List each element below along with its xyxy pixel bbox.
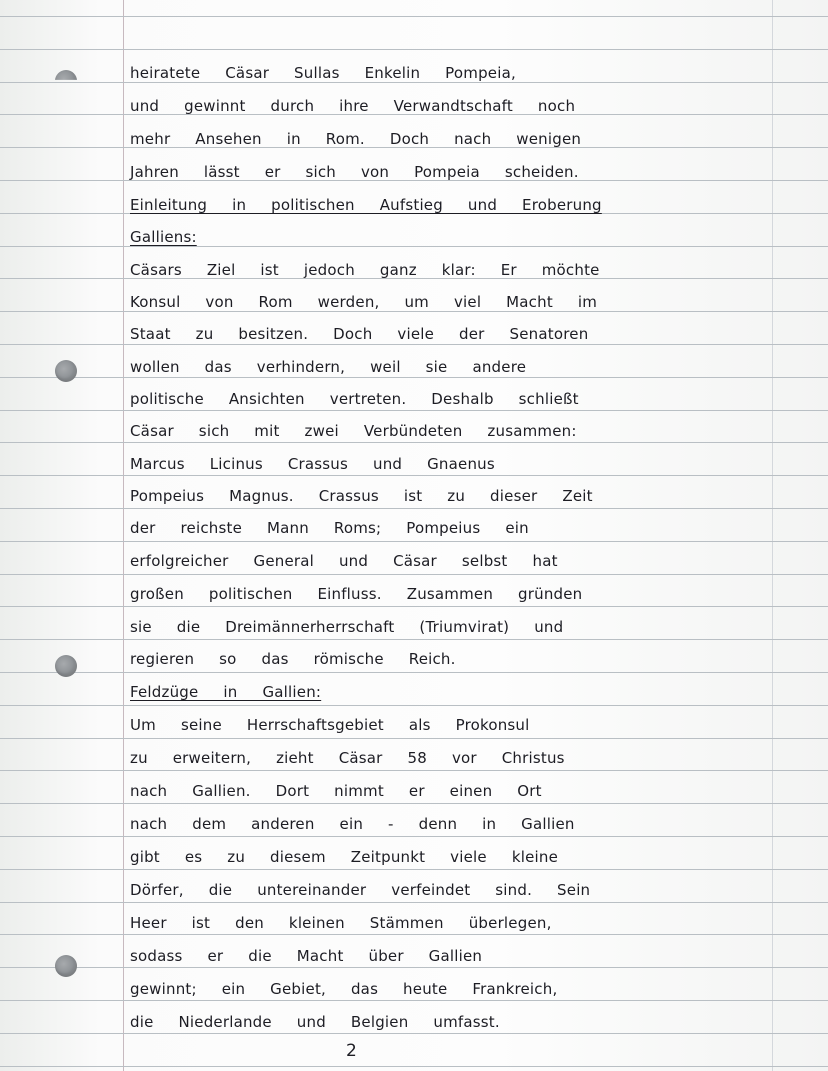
- right-margin-line: [772, 0, 773, 1071]
- text-line: Dörfer, die untereinander verfeindet sind. Sein: [130, 881, 591, 899]
- ruled-line: [0, 705, 828, 706]
- text-line: heiratete Cäsar Sullas Enkelin Pompeia,: [130, 64, 516, 82]
- ruled-line: [0, 902, 828, 903]
- text-line: der reichste Mann Roms; Pompeius ein: [130, 519, 529, 537]
- ruled-line: [0, 967, 828, 968]
- text-line: Cäsars Ziel ist jedoch ganz klar: Er möchte: [130, 261, 600, 279]
- punch-hole-icon: [55, 655, 77, 677]
- page-number: 2: [346, 1041, 357, 1061]
- text-line: zu erweitern, zieht Cäsar 58 vor Christus: [130, 749, 565, 767]
- ruled-line: [0, 246, 828, 247]
- text-line: und gewinnt durch ihre Verwandtschaft noch: [130, 97, 576, 115]
- punch-hole-icon: [55, 955, 77, 977]
- text-line: Marcus Licinus Crassus und Gnaenus: [130, 455, 495, 473]
- text-line: regieren so das römische Reich.: [130, 650, 456, 668]
- text-line: erfolgreicher General und Cäsar selbst hat: [130, 552, 558, 570]
- text-line: die Niederlande und Belgien umfasst.: [130, 1013, 500, 1031]
- text-line: sie die Dreimännerherrschaft (Triumvirat) und: [130, 618, 564, 636]
- ruled-line: [0, 803, 828, 804]
- ruled-line: [0, 934, 828, 935]
- margin-line: [123, 0, 124, 1071]
- punch-hole-icon: [55, 360, 77, 382]
- text-line: Cäsar sich mit zwei Verbündeten zusammen:: [130, 422, 577, 440]
- ruled-line: [0, 344, 828, 345]
- section-heading: Einleitung in politischen Aufstieg und Eroberung: [130, 196, 602, 214]
- ruled-line: [0, 1000, 828, 1001]
- text-line: nach Gallien. Dort nimmt er einen Ort: [130, 782, 542, 800]
- ruled-line: [0, 475, 828, 476]
- text-line: Um seine Herrschaftsgebiet als Prokonsul: [130, 716, 530, 734]
- ruled-line: [0, 574, 828, 575]
- ruled-line: [0, 82, 828, 83]
- ruled-line: [0, 639, 828, 640]
- ruled-line: [0, 770, 828, 771]
- ruled-line: [0, 836, 828, 837]
- ruled-line: [0, 311, 828, 312]
- text-line: Staat zu besitzen. Doch viele der Senatoren: [130, 325, 589, 343]
- ruled-line: [0, 1033, 828, 1034]
- text-line: wollen das verhindern, weil sie andere: [130, 358, 527, 376]
- text-line: Jahren lässt er sich von Pompeia scheiden.: [130, 163, 579, 181]
- section-heading: Galliens:: [130, 228, 197, 246]
- ruled-line: [0, 16, 828, 17]
- ruled-line: [0, 869, 828, 870]
- ruled-line: [0, 442, 828, 443]
- text-line: sodass er die Macht über Gallien: [130, 947, 483, 965]
- text-line: großen politischen Einfluss. Zusammen gründen: [130, 585, 583, 603]
- ruled-line: [0, 738, 828, 739]
- text-line: gibt es zu diesem Zeitpunkt viele kleine: [130, 848, 559, 866]
- punch-hole-icon: [55, 70, 77, 92]
- section-heading: Feldzüge in Gallien:: [130, 683, 322, 701]
- text-line: gewinnt; ein Gebiet, das heute Frankreich,: [130, 980, 558, 998]
- ruled-line: [0, 377, 828, 378]
- ruled-line: [0, 541, 828, 542]
- text-line: nach dem anderen ein - denn in Gallien: [130, 815, 575, 833]
- ruled-line: [0, 1066, 828, 1067]
- text-line: politische Ansichten vertreten. Deshalb schließt: [130, 390, 579, 408]
- ruled-line: [0, 410, 828, 411]
- ruled-line: [0, 606, 828, 607]
- text-line: mehr Ansehen in Rom. Doch nach wenigen: [130, 130, 582, 148]
- ruled-line: [0, 49, 828, 50]
- text-line: Pompeius Magnus. Crassus ist zu dieser Zeit: [130, 487, 593, 505]
- text-line: Konsul von Rom werden, um viel Macht im: [130, 293, 598, 311]
- text-line: Heer ist den kleinen Stämmen überlegen,: [130, 914, 552, 932]
- ruled-line: [0, 672, 828, 673]
- ruled-line: [0, 508, 828, 509]
